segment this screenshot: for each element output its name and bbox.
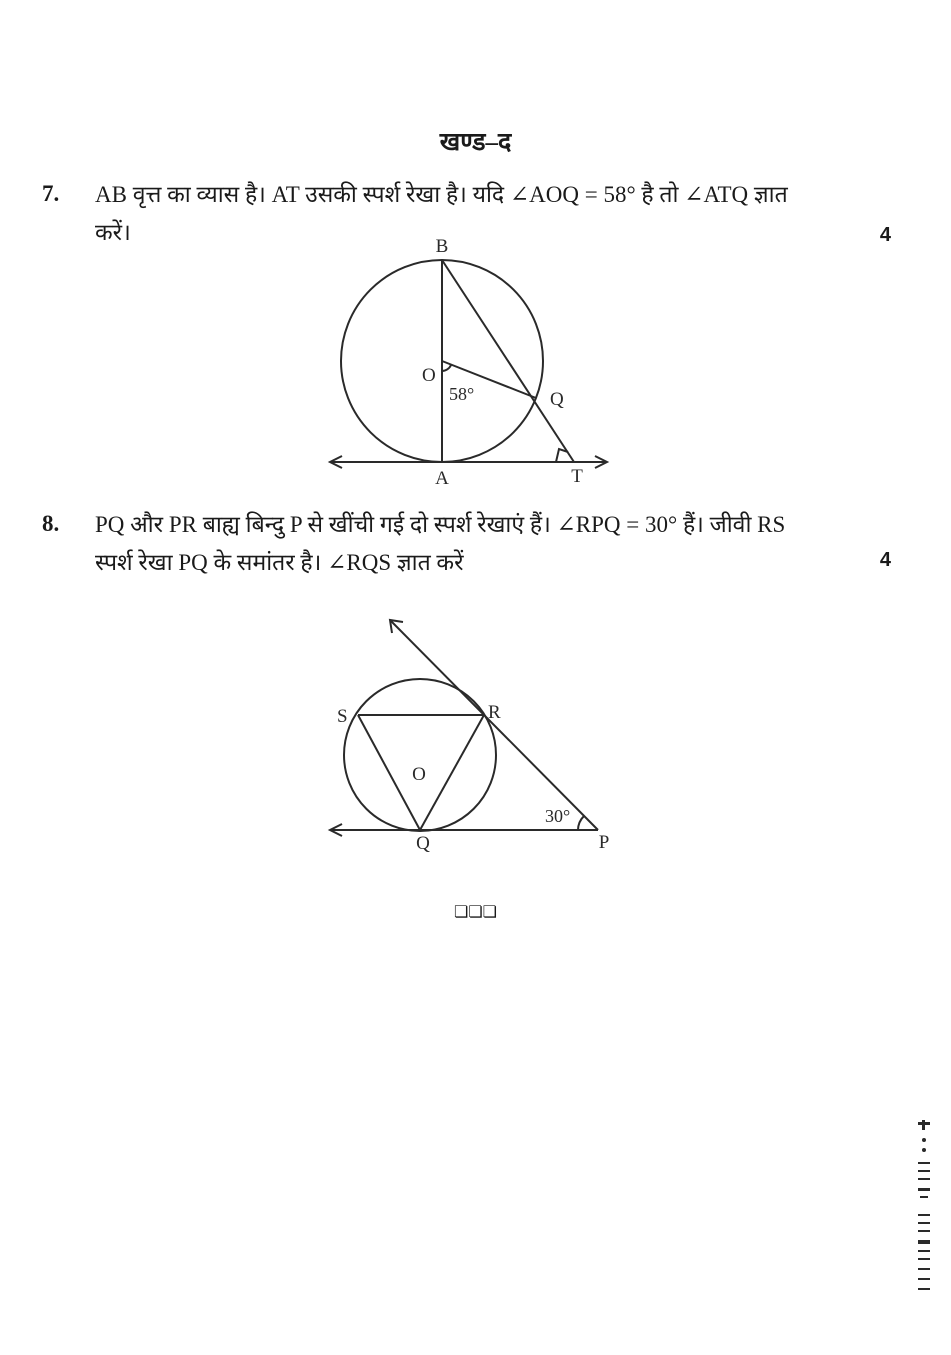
q7-label-angle: 58° [449, 384, 475, 404]
q7-label-t: T [571, 466, 583, 487]
q8-label-s: S [337, 706, 348, 727]
end-mark: ❏❏❏ [453, 904, 498, 921]
q7-label-q: Q [550, 389, 564, 410]
side-code-graphic [912, 1118, 938, 1298]
question-7-line-2: करें। [95, 220, 131, 245]
q8-label-o: O [412, 764, 426, 785]
question-8-line-2: स्पर्श रेखा PQ के समांतर है। ∠RQS ज्ञात करें [95, 550, 464, 575]
question-7-marks: 4 [879, 224, 891, 246]
q8-label-r: R [488, 702, 501, 723]
question-8-marks: 4 [879, 549, 891, 571]
question-7-number: 7. [42, 181, 60, 206]
q7-label-o: O [422, 365, 436, 386]
q8-chord-sq [358, 715, 420, 830]
q8-label-angle: 30° [545, 806, 571, 826]
q8-label-p: P [598, 832, 610, 853]
q8-circle [344, 679, 496, 831]
section-title: खण्ड–द [439, 129, 512, 156]
question-8-number: 8. [42, 511, 60, 536]
question-7-line-1: AB वृत्त का व्यास है। AT उसकी स्पर्श रेखा है। यदि ∠AOQ = 58° है तो ∠ATQ ज्ञात [95, 182, 788, 207]
q8-tangent-pr [390, 620, 598, 830]
q8-chord-rq [420, 715, 484, 830]
q7-label-a: A [435, 468, 449, 489]
q7-label-b: B [435, 236, 449, 257]
q8-label-q: Q [416, 833, 430, 854]
question-8-line-1: PQ और PR बाह्य बिन्दु P से खींची गई दो स्पर्श रेखाएं हैं। ∠RPQ = 30° हैं। जीवी RS [95, 512, 786, 537]
q8-angle-arc [578, 816, 584, 830]
